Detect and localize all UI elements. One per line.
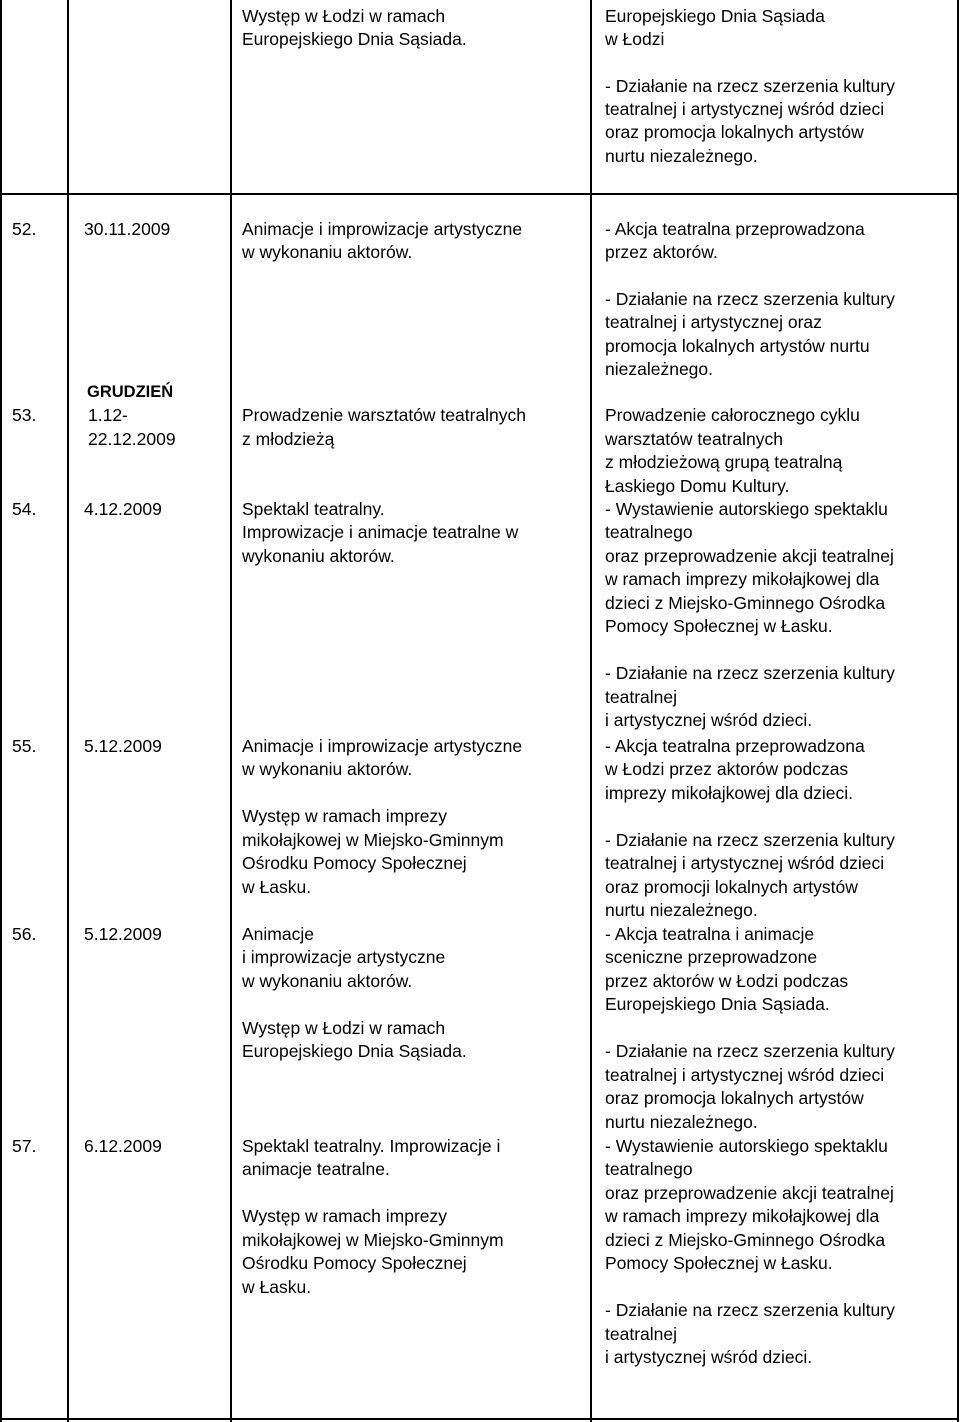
- description-line: dzieci z Miejsko-Gminnego Ośrodka: [605, 1230, 886, 1250]
- description-line: Europejskiego Dnia Sąsiada.: [605, 994, 830, 1014]
- description-line: promocja lokalnych artystów nurtu: [605, 336, 870, 356]
- event-line: Animacje: [242, 924, 314, 944]
- description-line: - Akcja teatralna przeprowadzona: [605, 219, 865, 239]
- description-line: teatralnego: [605, 522, 693, 542]
- description-line: Europejskiego Dnia Sąsiada: [605, 6, 825, 26]
- description-line: warsztatów teatralnych: [605, 429, 783, 449]
- event-line: mikołajkowej w Miejsko-Gminnym: [242, 1230, 504, 1250]
- description-line: oraz przeprowadzenie akcji teatralnej: [605, 546, 894, 566]
- table-right-border: [957, 0, 959, 1422]
- description-line: - Wystawienie autorskiego spektaklu: [605, 499, 888, 519]
- column-divider-number: [67, 0, 69, 1422]
- description-line: w ramach imprezy mikołajkowej dla: [605, 569, 880, 589]
- row-number: 57.: [12, 1136, 37, 1156]
- event-line: Występ w Łodzi w ramach: [242, 6, 446, 26]
- row-date: 5.12.2009: [84, 736, 162, 756]
- description-line: w Łodzi przez aktorów podczas: [605, 759, 849, 779]
- description-line: - Działanie na rzecz szerzenia kultury: [605, 663, 895, 683]
- table-bottom-border: [0, 1418, 959, 1420]
- row-number: 56.: [12, 924, 37, 944]
- event-line: animacje teatralne.: [242, 1159, 390, 1179]
- description-line: sceniczne przeprowadzone: [605, 947, 818, 967]
- description-line: teatralnej i artystycznej wśród dzieci: [605, 99, 885, 119]
- description-line: Pomocy Społecznej w Łasku.: [605, 616, 833, 636]
- description-line: oraz promocja lokalnych artystów: [605, 1088, 864, 1108]
- description-line: teatralnej: [605, 1324, 677, 1344]
- row-date: 22.12.2009: [88, 429, 176, 449]
- description-line: imprezy mikołajkowej dla dzieci.: [605, 783, 853, 803]
- description-line: w ramach imprezy mikołajkowej dla: [605, 1206, 880, 1226]
- description-line: teatralnej i artystycznej wśród dzieci: [605, 1065, 885, 1085]
- description-line: - Działanie na rzecz szerzenia kultury: [605, 1041, 895, 1061]
- event-line: Występ w ramach imprezy: [242, 1206, 448, 1226]
- row-number: 55.: [12, 736, 37, 756]
- row-number: 54.: [12, 499, 37, 519]
- event-line: i improwizacje artystyczne: [242, 947, 446, 967]
- event-line: Improwizacje i animacje teatralne w: [242, 522, 519, 542]
- event-line: Europejskiego Dnia Sąsiada.: [242, 29, 467, 49]
- event-line: Animacje i improwizacje artystyczne: [242, 219, 523, 239]
- column-divider-date: [230, 0, 232, 1422]
- event-line: Ośrodku Pomocy Społecznej: [242, 853, 467, 873]
- description-line: - Akcja teatralna przeprowadzona: [605, 736, 865, 756]
- description-line: teatralnej: [605, 687, 677, 707]
- event-line: Europejskiego Dnia Sąsiada.: [242, 1041, 467, 1061]
- event-line: Ośrodku Pomocy Społecznej: [242, 1253, 467, 1273]
- event-line: Animacje i improwizacje artystyczne: [242, 736, 523, 756]
- event-line: w wykonaniu aktorów.: [242, 971, 413, 991]
- event-line: mikołajkowej w Miejsko-Gminnym: [242, 830, 504, 850]
- description-line: nurtu niezależnego.: [605, 1112, 758, 1132]
- description-line: oraz przeprowadzenie akcji teatralnej: [605, 1183, 894, 1203]
- event-line: Prowadzenie warsztatów teatralnych: [242, 405, 527, 425]
- row-divider: [0, 193, 959, 195]
- row-date: 5.12.2009: [84, 924, 162, 944]
- description-line: niezależnego.: [605, 359, 713, 379]
- event-line: Spektakl teatralny. Improwizacje i: [242, 1136, 501, 1156]
- description-line: - Działanie na rzecz szerzenia kultury: [605, 289, 895, 309]
- description-line: Łaskiego Domu Kultury.: [605, 476, 790, 496]
- description-line: - Akcja teatralna i animacje: [605, 924, 815, 944]
- description-line: przez aktorów.: [605, 242, 718, 262]
- month-label: GRUDZIEŃ: [87, 383, 174, 401]
- column-divider-event: [590, 0, 592, 1422]
- row-number: 52.: [12, 219, 37, 239]
- description-line: Prowadzenie całorocznego cyklu: [605, 405, 860, 425]
- event-line: Spektakl teatralny.: [242, 499, 385, 519]
- event-line: w Łasku.: [242, 1277, 312, 1297]
- description-line: oraz promocja lokalnych artystów: [605, 122, 864, 142]
- description-line: teatralnego: [605, 1159, 693, 1179]
- description-line: oraz promocji lokalnych artystów: [605, 877, 858, 897]
- description-line: teatralnej i artystycznej wśród dzieci: [605, 853, 885, 873]
- description-line: i artystycznej wśród dzieci.: [605, 1347, 813, 1367]
- table-left-border: [0, 0, 2, 1422]
- event-line: w wykonaniu aktorów.: [242, 759, 413, 779]
- event-line: w Łasku.: [242, 877, 312, 897]
- event-line: Występ w Łodzi w ramach: [242, 1018, 446, 1038]
- description-line: przez aktorów w Łodzi podczas: [605, 971, 849, 991]
- description-line: z młodzieżową grupą teatralną: [605, 452, 843, 472]
- row-date: 1.12-: [88, 405, 128, 425]
- row-date: 6.12.2009: [84, 1136, 162, 1156]
- description-line: nurtu niezależnego.: [605, 146, 758, 166]
- event-line: wykonaniu aktorów.: [242, 546, 395, 566]
- row-date: 30.11.2009: [84, 219, 171, 239]
- description-line: - Działanie na rzecz szerzenia kultury: [605, 76, 895, 96]
- description-line: - Działanie na rzecz szerzenia kultury: [605, 1300, 895, 1320]
- description-line: w Łodzi: [605, 29, 665, 49]
- description-line: - Działanie na rzecz szerzenia kultury: [605, 830, 895, 850]
- row-date: 4.12.2009: [84, 499, 162, 519]
- description-line: dzieci z Miejsko-Gminnego Ośrodka: [605, 593, 886, 613]
- event-line: w wykonaniu aktorów.: [242, 242, 413, 262]
- description-line: i artystycznej wśród dzieci.: [605, 710, 813, 730]
- description-line: Pomocy Społecznej w Łasku.: [605, 1253, 833, 1273]
- description-line: nurtu niezależnego.: [605, 900, 758, 920]
- event-line: Występ w ramach imprezy: [242, 806, 448, 826]
- description-line: teatralnej i artystycznej oraz: [605, 312, 822, 332]
- description-line: - Wystawienie autorskiego spektaklu: [605, 1136, 888, 1156]
- event-line: z młodzieżą: [242, 429, 335, 449]
- row-number: 53.: [12, 405, 37, 425]
